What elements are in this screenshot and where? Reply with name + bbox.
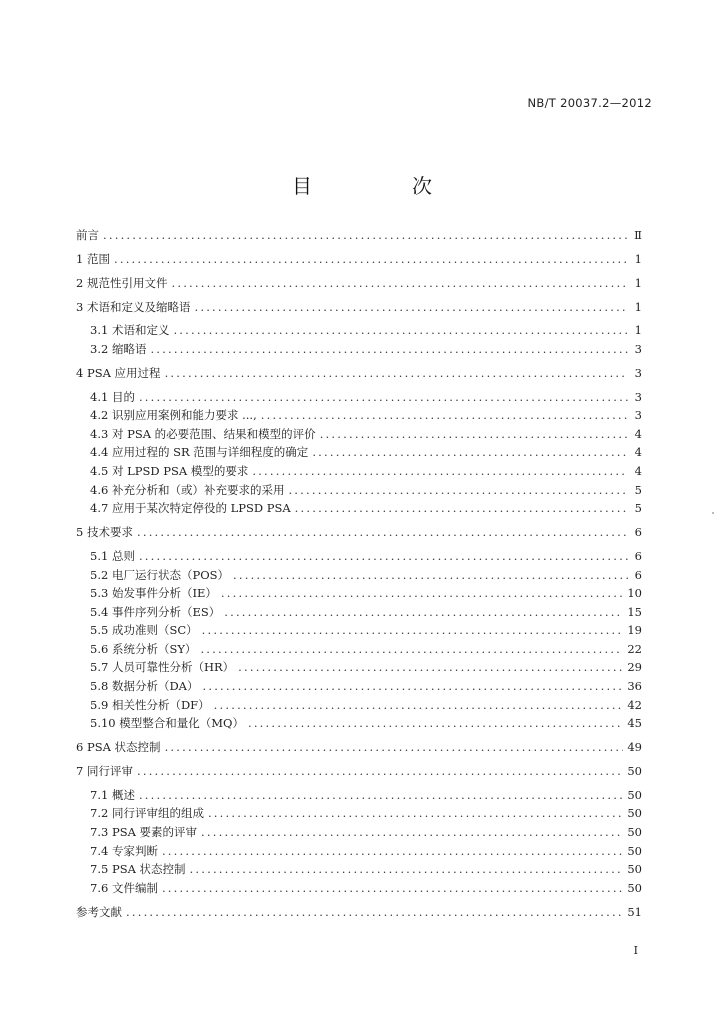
toc-leader-dots — [233, 568, 628, 582]
toc-entry-number: 7.3 — [90, 824, 112, 839]
toc-entry-page: 6 — [634, 567, 642, 582]
toc-entry-page: 5 — [634, 501, 642, 516]
toc-leader-dots — [162, 881, 623, 895]
toc-entry[interactable] — [76, 300, 642, 314]
toc-entry-title: PSA 状态控制 — [111, 862, 186, 877]
toc-entry-number: 4 — [76, 365, 87, 380]
toc-entry-number: 5.1 — [90, 548, 112, 563]
toc-entry-page: 50 — [627, 806, 642, 821]
scan-speck — [712, 512, 714, 514]
toc-entry-page: 51 — [627, 904, 642, 919]
toc-entry[interactable] — [76, 716, 642, 730]
toc-entry-number: 3.2 — [90, 341, 112, 356]
toc-leader-dots — [261, 408, 628, 422]
toc-entry[interactable] — [76, 806, 642, 820]
toc-entry[interactable] — [76, 905, 642, 919]
toc-entry-page: 3 — [634, 365, 642, 380]
toc-leader-dots — [126, 905, 623, 919]
toc-entry-title: 人员可靠性分析（HR） — [111, 660, 235, 675]
toc-entry-title: PSA 状态控制 — [86, 740, 161, 755]
toc-entry-page: 1 — [634, 275, 642, 290]
toc-leader-dots — [200, 642, 623, 656]
toc-entry-page: 6 — [634, 548, 642, 563]
toc-leader-dots — [288, 483, 628, 497]
toc-entry-page: 1 — [634, 251, 642, 266]
toc-entry-page: 49 — [627, 740, 642, 755]
toc-leader-dots — [208, 806, 623, 820]
toc-entry-page: 42 — [627, 697, 642, 712]
toc-entry-number: 5.6 — [90, 641, 112, 656]
toc-entry-number: 5.2 — [90, 567, 112, 582]
toc-leader-dots — [139, 390, 628, 404]
toc-entry-number: 5.5 — [90, 623, 112, 638]
toc-entry-number: 7.2 — [90, 806, 112, 821]
toc-entry-number: 5 — [76, 525, 87, 540]
page-number: I — [633, 944, 638, 957]
toc-entry-title: PSA 要素的评审 — [111, 824, 198, 839]
toc-leader-dots — [201, 825, 623, 839]
toc-entry-number: 3.1 — [90, 323, 112, 338]
toc-leader-dots — [137, 764, 623, 778]
toc-leader-dots — [224, 605, 623, 619]
toc-entry[interactable] — [76, 483, 642, 497]
toc-entry-page: 50 — [627, 787, 642, 802]
toc-entry-title: 技术要求 — [86, 525, 133, 540]
toc-entry-number: 4.7 — [90, 501, 112, 516]
toc-entry-page: 15 — [627, 604, 642, 619]
toc-leader-dots — [312, 445, 628, 459]
toc-leader-dots — [248, 716, 623, 730]
toc-entry-page: 36 — [627, 679, 642, 694]
toc-entry-title: 数据分析（DA） — [111, 679, 199, 694]
toc-leader-dots — [214, 698, 624, 712]
toc-entry-page: 50 — [627, 843, 642, 858]
toc-leader-dots — [139, 549, 628, 563]
toc-leader-dots — [137, 525, 628, 539]
toc-entry-number: 5.4 — [90, 604, 112, 619]
toc-entry[interactable] — [76, 525, 642, 539]
toc-leader-dots — [202, 679, 623, 693]
toc-entry-page: 45 — [627, 716, 642, 731]
toc-entry[interactable] — [76, 366, 642, 380]
toc-entry-number: 7 — [76, 763, 87, 778]
toc-entry-number: 1 — [76, 251, 87, 266]
toc-entry-number: 7.1 — [90, 787, 112, 802]
toc-entry-number: 7.4 — [90, 843, 112, 858]
toc-entry[interactable] — [76, 276, 642, 290]
toc-entry-title: 术语和定义及缩略语 — [86, 299, 191, 314]
toc-entry[interactable] — [76, 740, 642, 754]
toc-entry[interactable] — [76, 825, 642, 839]
toc-entry-number: 4.5 — [90, 464, 112, 479]
toc-entry[interactable] — [76, 408, 642, 422]
toc-entry-number: 5.10 — [90, 716, 120, 731]
toc-entry-title: 前言 — [76, 228, 99, 242]
toc-entry-title: 参考文献 — [76, 904, 122, 919]
toc-entry-page: 1 — [634, 299, 642, 314]
toc-entry-title: 应用过程的 SR 范围与详细程度的确定 — [111, 445, 309, 460]
toc-entry-page: 4 — [634, 464, 642, 479]
toc-entry-title: 文件编制 — [111, 880, 158, 895]
toc-entry[interactable] — [76, 323, 642, 337]
toc-entry-page: 3 — [634, 389, 642, 404]
toc-entry[interactable] — [76, 228, 642, 242]
toc-leader-dots — [165, 740, 624, 754]
toc-leader-dots — [190, 862, 624, 876]
toc-entry-title: PSA 应用过程 — [86, 365, 161, 380]
toc-entry-title: 补充分析和（或）补充要求的采用 — [111, 482, 285, 497]
toc-leader-dots — [114, 252, 628, 266]
toc-entry-title: 对 PSA 的必要范围、结果和模型的评价 — [111, 426, 316, 441]
toc-entry[interactable] — [76, 764, 642, 778]
toc-entry-title: 术语和定义 — [111, 323, 170, 338]
table-of-contents — [76, 228, 642, 928]
toc-entry-number: 4.1 — [90, 389, 112, 404]
document-code: NB/T 20037.2—2012 — [527, 96, 652, 110]
toc-leader-dots — [320, 427, 628, 441]
toc-leader-dots — [194, 300, 628, 314]
toc-entry[interactable] — [76, 862, 642, 876]
toc-entry[interactable] — [76, 464, 642, 478]
toc-entry[interactable] — [76, 623, 642, 637]
toc-entry-number: 5.9 — [90, 697, 112, 712]
toc-entry-page: 50 — [627, 763, 642, 778]
toc-entry-title: 概述 — [111, 787, 135, 802]
toc-leader-dots — [295, 501, 628, 515]
toc-entry[interactable] — [76, 390, 642, 404]
toc-entry-number: 2 — [76, 275, 87, 290]
toc-entry-title: 模型整合和量化（MQ） — [119, 716, 244, 731]
toc-entry-title: 电厂运行状态（POS） — [111, 567, 229, 582]
toc-leader-dots — [221, 586, 623, 600]
toc-entry-page: 5 — [634, 482, 642, 497]
toc-entry-number: 3 — [76, 299, 87, 314]
toc-leader-dots — [165, 366, 628, 380]
toc-leader-dots — [252, 464, 628, 478]
toc-leader-dots — [162, 844, 623, 858]
toc-entry[interactable] — [76, 427, 642, 441]
toc-leader-dots — [171, 276, 628, 290]
toc-entry-page: 1 — [634, 323, 642, 338]
toc-entry-title: 同行评审 — [86, 763, 133, 778]
toc-entry-number: 5.8 — [90, 679, 112, 694]
toc-leader-dots — [150, 342, 628, 356]
toc-entry[interactable] — [76, 844, 642, 858]
toc-leader-dots — [202, 623, 624, 637]
toc-entry-page: 50 — [627, 824, 642, 839]
toc-entry-page: 3 — [634, 408, 642, 423]
toc-entry[interactable] — [76, 881, 642, 895]
toc-entry-title: 始发事件分析（IE） — [111, 586, 217, 601]
toc-entry-number: 5.7 — [90, 660, 112, 675]
toc-entry[interactable] — [76, 252, 642, 266]
toc-entry[interactable] — [76, 698, 642, 712]
toc-entry-title: 事件序列分析（ES） — [111, 604, 221, 619]
toc-entry-page: 3 — [634, 341, 642, 356]
toc-entry-title: 缩略语 — [111, 341, 147, 356]
toc-entry-title: 识别应用案例和能力要求 ..., — [111, 408, 257, 423]
toc-entry-page: 6 — [634, 525, 642, 540]
toc-entry-page: 50 — [627, 880, 642, 895]
toc-entry[interactable] — [76, 342, 642, 356]
toc-entry-number: 4.2 — [90, 408, 112, 423]
toc-entry-page: 50 — [627, 862, 642, 877]
toc-entry-title: 规范性引用文件 — [86, 275, 168, 290]
toc-entry[interactable] — [76, 586, 642, 600]
toc-entry[interactable] — [76, 549, 642, 563]
toc-entry-title: 应用于某次特定停役的 LPSD PSA — [111, 501, 291, 516]
toc-entry[interactable] — [76, 660, 642, 674]
toc-entry-page: 29 — [627, 660, 642, 675]
toc-entry-page: Ⅱ — [634, 228, 642, 242]
toc-entry[interactable] — [76, 679, 642, 693]
toc-entry-title: 成功准则（SC） — [111, 623, 198, 638]
toc-title: 目 次 — [292, 174, 472, 198]
toc-entry-number: 5.3 — [90, 586, 112, 601]
toc-entry[interactable] — [76, 445, 642, 459]
toc-entry-title: 范围 — [86, 251, 110, 266]
toc-entry-title: 专家判断 — [111, 843, 158, 858]
toc-entry-page: 10 — [627, 586, 642, 601]
toc-entry-number: 7.5 — [90, 862, 112, 877]
toc-entry-number: 4.3 — [90, 426, 112, 441]
toc-leader-dots — [103, 228, 628, 242]
toc-entry-title: 总则 — [111, 548, 135, 563]
toc-entry-title: 同行评审组的组成 — [111, 806, 204, 821]
toc-entry-page: 4 — [634, 445, 642, 460]
toc-entry[interactable] — [76, 605, 642, 619]
toc-entry[interactable] — [76, 642, 642, 656]
toc-entry-page: 4 — [634, 426, 642, 441]
toc-entry-title: 对 LPSD PSA 模型的要求 — [111, 464, 249, 479]
toc-entry-number: 6 — [76, 740, 87, 755]
toc-entry[interactable] — [76, 568, 642, 582]
toc-entry[interactable] — [76, 501, 642, 515]
toc-leader-dots — [173, 323, 628, 337]
toc-entry-number: 4.6 — [90, 482, 112, 497]
toc-entry[interactable] — [76, 788, 642, 802]
toc-entry-number: 7.6 — [90, 880, 112, 895]
toc-entry-number: 4.4 — [90, 445, 112, 460]
toc-entry-title: 目的 — [111, 389, 135, 404]
toc-entry-title: 相关性分析（DF） — [111, 697, 210, 712]
toc-leader-dots — [139, 788, 623, 802]
toc-leader-dots — [238, 660, 623, 674]
toc-entry-page: 22 — [627, 641, 642, 656]
toc-entry-page: 19 — [627, 623, 642, 638]
toc-entry-title: 系统分析（SY） — [111, 641, 197, 656]
